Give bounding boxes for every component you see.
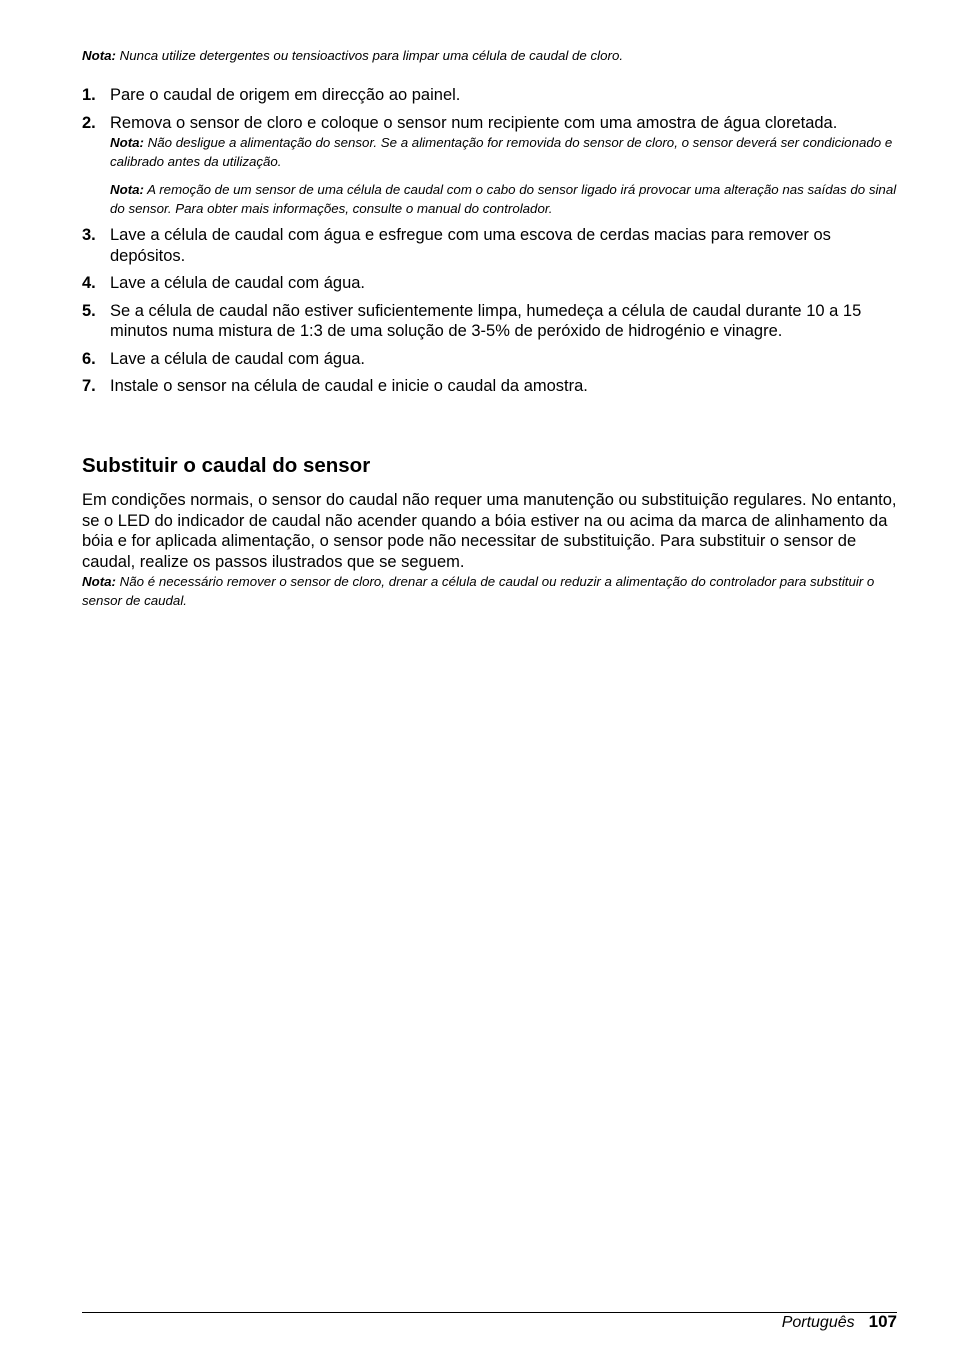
- step-text: Lave a célula de caudal com água.: [110, 349, 366, 368]
- note-label: Nota:: [82, 574, 116, 589]
- section-note: [82, 572, 897, 610]
- footer-divider: [82, 1312, 897, 1313]
- step-item: [82, 376, 897, 397]
- step-number: 1.: [82, 86, 96, 104]
- step-item: [82, 113, 897, 219]
- step-text: Lave a célula de caudal com água e esfregue com uma escova de cerdas macias para remover os depósitos.: [110, 226, 831, 265]
- step-number: 7.: [82, 377, 96, 395]
- note-label: Nota:: [110, 182, 144, 197]
- step-number: 5.: [82, 301, 96, 320]
- note-label: Nota:: [82, 48, 116, 63]
- page-number: 107: [868, 1312, 897, 1331]
- step-number: 6.: [82, 349, 96, 368]
- step-number: 2.: [82, 113, 96, 132]
- step-text: Remova o sensor de cloro e coloque o sensor num recipiente com uma amostra de água cloretada.: [110, 113, 838, 132]
- section-heading: Substituir o caudal do sensor: [82, 454, 371, 477]
- step-item: [82, 85, 897, 106]
- step-note: [110, 180, 897, 218]
- step-number: 4.: [82, 274, 96, 292]
- procedure-steps: [82, 85, 897, 404]
- step-text: Lave a célula de caudal com água.: [110, 274, 366, 292]
- note-text: Não desligue a alimentação do sensor. Se a alimentação for removida do sensor de cloro, o sensor deverá ser condicionado e calibrado antes da utilização.: [110, 135, 893, 169]
- step-note: [110, 133, 897, 171]
- step-number: 3.: [82, 226, 96, 244]
- step-text: Instale o sensor na célula de caudal e inicie o caudal da amostra.: [110, 377, 588, 395]
- step-item: [82, 273, 897, 294]
- step-item: [82, 301, 897, 342]
- note-text: Nunca utilize detergentes ou tensioactivos para limpar uma célula de caudal de cloro.: [115, 48, 624, 63]
- note-label: Nota:: [110, 135, 144, 150]
- note-text: A remoção de um sensor de uma célula de caudal com o cabo do sensor ligado irá provocar uma alteração nas saídas do sinal do sensor. Para obter mais informações, consulte o manual do controlador.: [110, 182, 897, 216]
- step-item: [82, 225, 897, 266]
- footer-language: Português: [781, 1314, 855, 1331]
- section-body: Em condições normais, o sensor do caudal não requer uma manutenção ou substituição regulares. No entanto, se o LED do indicador de caudal não acender quando a bóia estiver na ou acima da marca de alinhamento da bóia e for aplicada alimentação, o sensor pode não necessitar de substituição. Para substituir o sensor de caudal, realize os passos ilustrados que se seguem.: [82, 491, 897, 571]
- step-item: [82, 349, 897, 370]
- note-text: Não é necessário remover o sensor de cloro, drenar a célula de caudal ou reduzir a alimentação do controlador para substituir o sensor de caudal.: [82, 574, 875, 608]
- top-note: [82, 46, 897, 65]
- page-footer: [782, 1312, 897, 1333]
- step-text: Pare o caudal de origem em direcção ao painel.: [110, 86, 461, 104]
- step-text: Se a célula de caudal não estiver suficientemente limpa, humedeça a célula de caudal durante 10 a 15 minutos numa mistura de 1:3 de uma solução de 3-5% de peróxido de hidrogénio e vinagre.: [110, 301, 862, 340]
